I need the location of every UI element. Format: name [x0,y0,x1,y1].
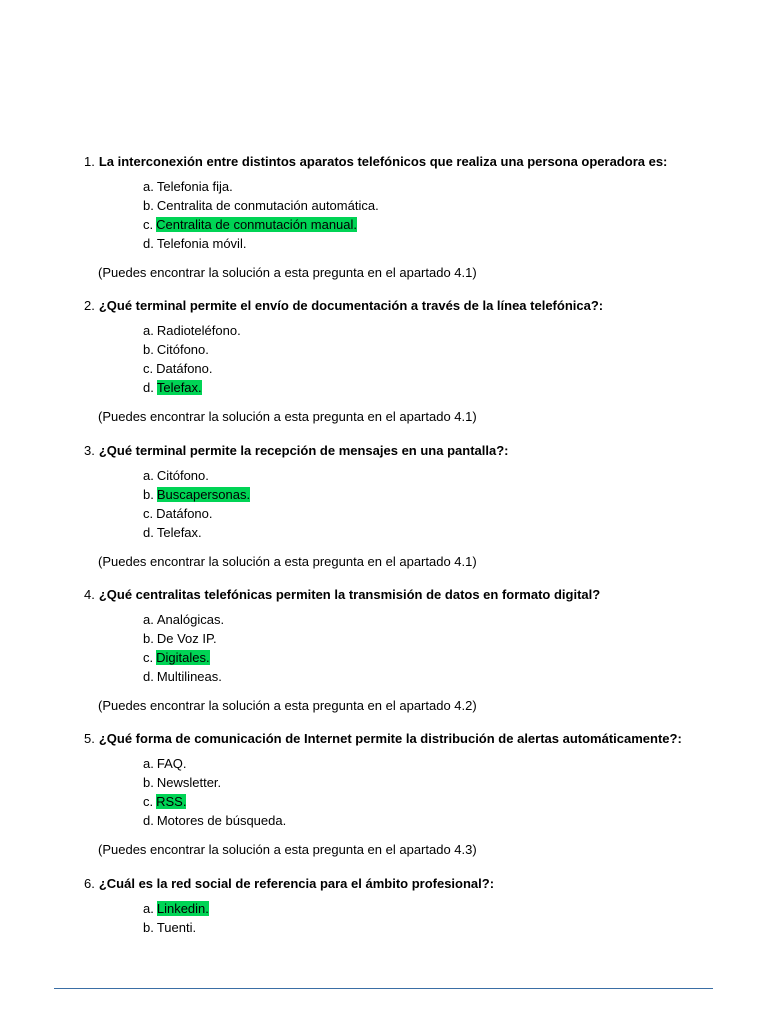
option-letter: b. [143,487,154,502]
option-text: Telefax. [156,525,202,540]
option-letter: a. [143,468,154,483]
question-statement: ¿Qué forma de comunicación de Internet permite la distribución de alertas automáticamente?: [98,731,682,746]
option-letter: a. [143,901,154,916]
question-statement: ¿Qué centralitas telefónicas permiten la transmisión de datos en formato digital? [98,587,601,602]
option-letter: c. [143,506,154,521]
option-correct [143,794,186,809]
question-text [84,298,603,313]
question-text [84,876,494,891]
highlighted-answer: Digitales. [156,650,210,665]
solution-reference: (Puedes encontrar la solución a esta pregunta en el apartado 4.1) [98,265,477,280]
solution-reference: (Puedes encontrar la solución a esta pregunta en el apartado 4.3) [98,842,477,857]
option-text: Radioteléfono. [156,323,241,338]
option-letter: b. [143,342,154,357]
option-letter: d. [143,669,154,684]
option [143,342,209,357]
option-text: Motores de búsqueda. [156,813,287,828]
question-number: 2. [84,298,95,313]
option-text: Datáfono. [156,361,213,376]
option [143,468,209,483]
option-correct [143,380,202,395]
option-text: Telefonia móvil. [156,236,247,251]
highlighted-answer: RSS. [156,794,187,809]
option-letter: b. [143,775,154,790]
solution-reference: (Puedes encontrar la solución a esta pregunta en el apartado 4.1) [98,554,477,569]
option-letter: b. [143,631,154,646]
option-letter: a. [143,756,154,771]
question-number: 5. [84,731,95,746]
option-text: Telefonia fija. [156,179,233,194]
option [143,179,233,194]
option-letter: b. [143,198,154,213]
option [143,506,213,521]
option [143,236,246,251]
option-letter: d. [143,525,154,540]
option-letter: d. [143,813,154,828]
option-letter: a. [143,323,154,338]
option-correct [143,217,357,232]
footer-divider [54,988,713,989]
option [143,361,213,376]
highlighted-answer: Linkedin. [156,901,209,916]
highlighted-answer: Buscapersonas. [156,487,251,502]
question-text [84,154,667,169]
highlighted-answer: Telefax. [156,380,202,395]
option-letter: a. [143,179,154,194]
option-text: Newsletter. [156,775,222,790]
option [143,323,241,338]
option [143,669,222,684]
option-letter: a. [143,612,154,627]
option-text: Tuenti. [156,920,197,935]
option-correct [143,487,250,502]
question-number: 4. [84,587,95,602]
question-number: 3. [84,443,95,458]
option-letter: c. [143,217,154,232]
option-text: De Voz IP. [156,631,217,646]
option-text: Multilineas. [156,669,222,684]
question-text [84,731,682,746]
question-statement: ¿Cuál es la red social de referencia para el ámbito profesional?: [98,876,495,891]
option [143,756,186,771]
option-letter: d. [143,236,154,251]
option [143,198,379,213]
option-text: Datáfono. [156,506,213,521]
option-correct [143,650,210,665]
question-statement: La interconexión entre distintos aparatos telefónicos que realiza una persona operadora es: [98,154,668,169]
option-letter: c. [143,361,154,376]
option [143,813,286,828]
option-letter: b. [143,920,154,935]
highlighted-answer: Centralita de conmutación manual. [156,217,358,232]
option [143,631,217,646]
question-statement: ¿Qué terminal permite la recepción de mensajes en una pantalla?: [98,443,509,458]
option-letter: c. [143,650,154,665]
option-correct [143,901,209,916]
option-text: Citófono. [156,342,209,357]
option [143,525,202,540]
question-statement: ¿Qué terminal permite el envío de documentación a través de la línea telefónica?: [98,298,604,313]
option [143,775,221,790]
question-number: 1. [84,154,95,169]
question-number: 6. [84,876,95,891]
option [143,612,224,627]
option-text: Citófono. [156,468,209,483]
option-letter: d. [143,380,154,395]
solution-reference: (Puedes encontrar la solución a esta pregunta en el apartado 4.2) [98,698,477,713]
question-text [84,443,508,458]
question-text [84,587,600,602]
option-text: Analógicas. [156,612,225,627]
option [143,920,196,935]
option-text: FAQ. [156,756,187,771]
option-text: Centralita de conmutación automática. [156,198,379,213]
solution-reference: (Puedes encontrar la solución a esta pregunta en el apartado 4.1) [98,409,477,424]
option-letter: c. [143,794,154,809]
